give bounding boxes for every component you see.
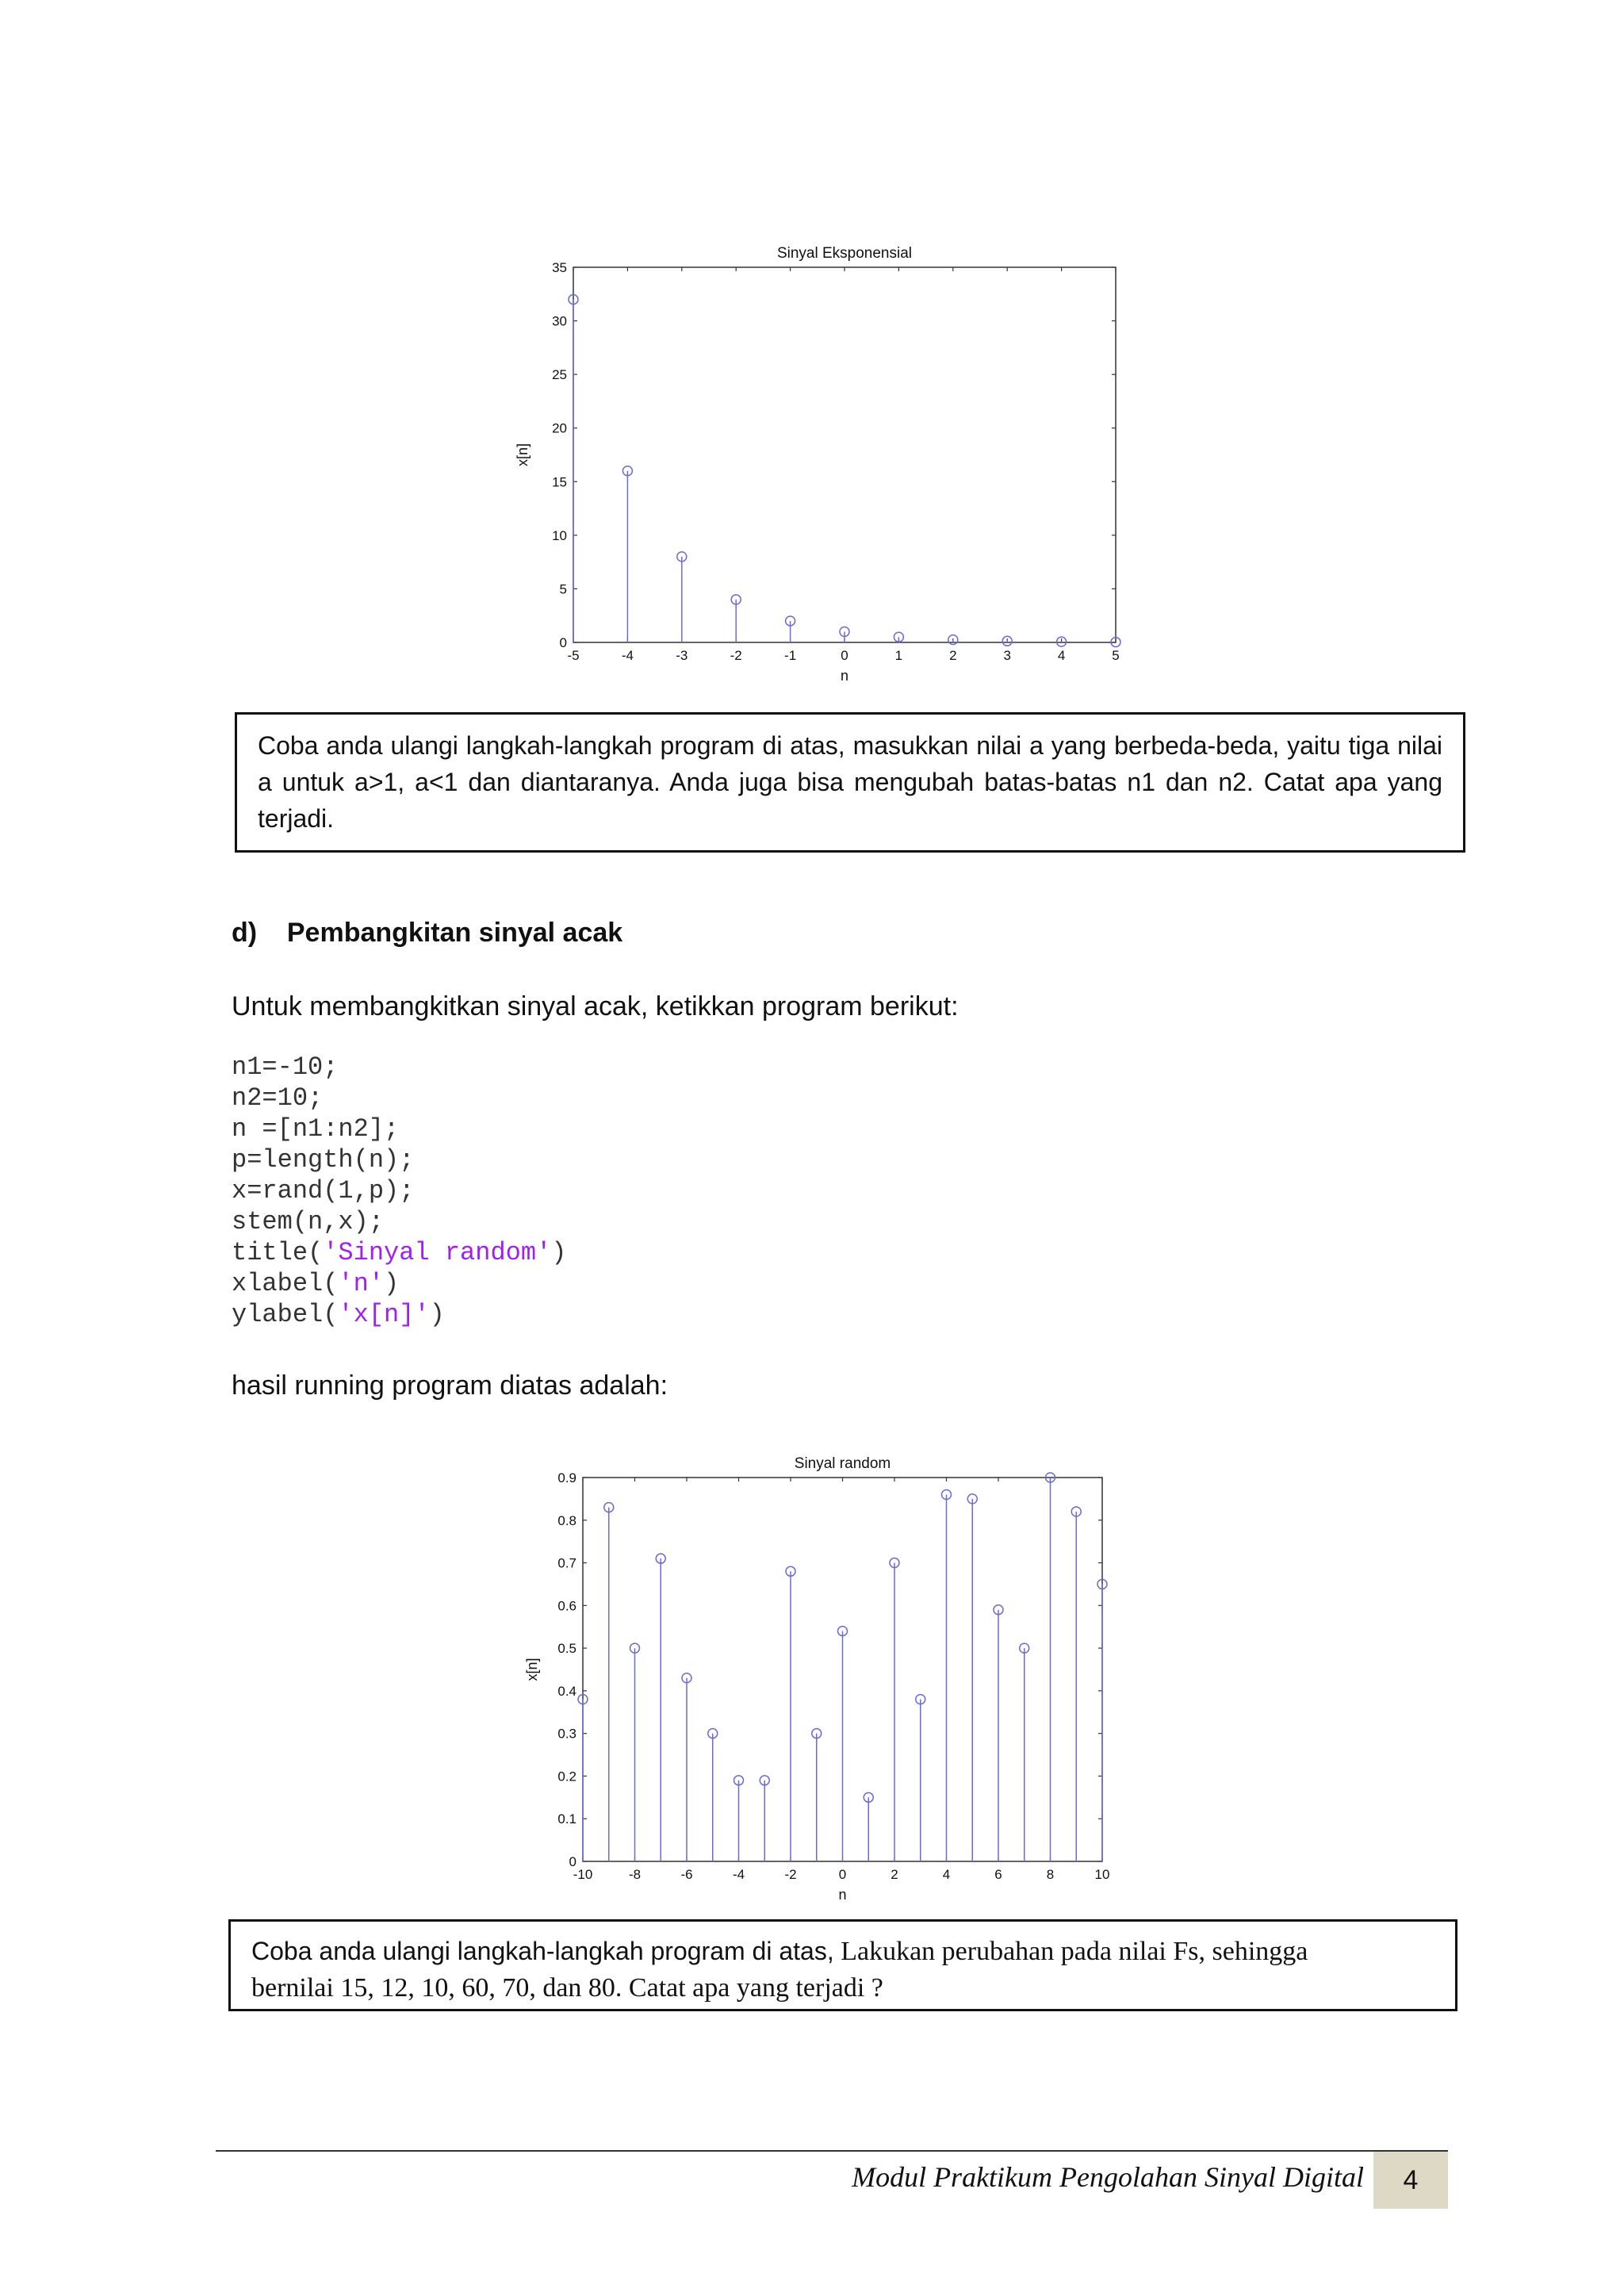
y-tick-label: 0 (559, 635, 567, 650)
random-signal-chart (515, 1443, 1150, 1911)
y-tick-label: 0.1 (557, 1811, 576, 1827)
code-line: x=rand(1,p); (232, 1176, 415, 1205)
x-tick-label: -5 (567, 648, 580, 663)
x-tick-label: 10 (1094, 1867, 1110, 1882)
x-tick-label: -1 (784, 648, 797, 663)
y-tick-label: 0.3 (557, 1726, 576, 1742)
section-heading: d) Pembangkitan sinyal acak (232, 918, 623, 948)
x-tick-label: 4 (1057, 648, 1066, 663)
code-line: xlabel('n') (232, 1269, 400, 1298)
code-line: p=length(n); (232, 1145, 415, 1175)
code-line: n2=10; (232, 1083, 324, 1113)
y-tick-label: 0 (569, 1854, 576, 1869)
section-intro: Untuk membangkitkan sinyal acak, ketikkan program berikut: (232, 991, 959, 1022)
x-tick-label: 0 (838, 1867, 847, 1882)
code-line: stem(n,x); (232, 1207, 385, 1236)
exercise-box-1-text: Coba anda ulangi langkah-langkah program di atas, masukkan nilai a yang berbeda-beda, yaitu tiga nilai a untuk a>1, a<1 dan diantaranya. Anda juga bisa mengubah batas-batas n1 dan n2. Catat apa yang terjadi. (258, 731, 1442, 833)
x-axis-label: n (838, 1887, 847, 1903)
page-number: 4 (1373, 2152, 1448, 2209)
string-literal: 'x[n]' (338, 1300, 430, 1329)
exercise-box-2-line-1: Coba anda ulangi langkah-langkah program di atas, Lakukan perubahan pada nilai Fs, sehingga (251, 1937, 1308, 1966)
x-tick-label: -8 (628, 1867, 642, 1882)
x-tick-label: 0 (841, 648, 848, 663)
plot-frame (573, 267, 1116, 642)
y-tick-label: 35 (552, 260, 567, 275)
y-tick-label: 0.8 (557, 1512, 576, 1528)
footer-title: Modul Praktikum Pengolahan Sinyal Digital (852, 2161, 1364, 2193)
exercise-box-2 (228, 1919, 1457, 2011)
y-tick-label: 20 (552, 420, 567, 436)
y-tick-label: 5 (559, 581, 567, 597)
y-tick-label: 0.2 (557, 1769, 576, 1784)
code-block (232, 1052, 566, 1330)
y-tick-label: 0.5 (557, 1641, 576, 1657)
string-literal: 'Sinyal random' (323, 1238, 552, 1267)
exponential-signal-chart (515, 238, 1150, 698)
x-tick-label: -3 (676, 648, 688, 663)
x-tick-label: -6 (680, 1867, 693, 1882)
string-literal: 'n' (338, 1269, 385, 1298)
y-axis-label: x[n] (524, 1658, 540, 1681)
footer-divider (216, 2150, 1448, 2152)
y-tick-label: 0.4 (557, 1683, 576, 1699)
x-tick-label: -2 (784, 1867, 797, 1882)
x-tick-label: -10 (573, 1867, 593, 1882)
x-tick-label: 4 (942, 1867, 951, 1882)
code-line: title('Sinyal random') (232, 1238, 567, 1267)
result-text: hasil running program diatas adalah: (232, 1370, 668, 1401)
exercise-box-1 (235, 712, 1465, 853)
chart-title: Sinyal Eksponensial (776, 245, 913, 262)
x-tick-label: 1 (894, 648, 903, 663)
x-tick-label: -2 (730, 648, 742, 663)
y-tick-label: 0.6 (557, 1598, 576, 1614)
chart-title: Sinyal random (794, 1455, 891, 1472)
x-tick-label: 6 (994, 1867, 1002, 1882)
y-tick-label: 0.9 (557, 1470, 576, 1485)
y-tick-label: 15 (552, 474, 567, 490)
exercise-box-2-line-2: bernilai 15, 12, 10, 60, 70, dan 80. Catat apa yang terjadi ? (251, 1973, 883, 2003)
x-tick-label: 2 (949, 648, 957, 663)
y-tick-label: 25 (552, 367, 567, 383)
y-tick-label: 30 (552, 313, 567, 329)
x-tick-label: 3 (1003, 648, 1011, 663)
x-tick-label: 5 (1112, 648, 1120, 663)
x-tick-label: -4 (621, 648, 634, 663)
y-axis-label: x[n] (515, 443, 530, 467)
x-axis-label: n (840, 668, 849, 684)
x-tick-label: 8 (1046, 1867, 1055, 1882)
y-tick-label: 10 (552, 527, 567, 543)
code-line: ylabel('x[n]') (232, 1300, 445, 1329)
code-line: n1=-10; (232, 1052, 339, 1082)
y-tick-label: 0.7 (557, 1555, 576, 1571)
x-tick-label: 2 (891, 1867, 898, 1882)
x-tick-label: -4 (732, 1867, 745, 1882)
code-line: n =[n1:n2]; (232, 1114, 400, 1144)
